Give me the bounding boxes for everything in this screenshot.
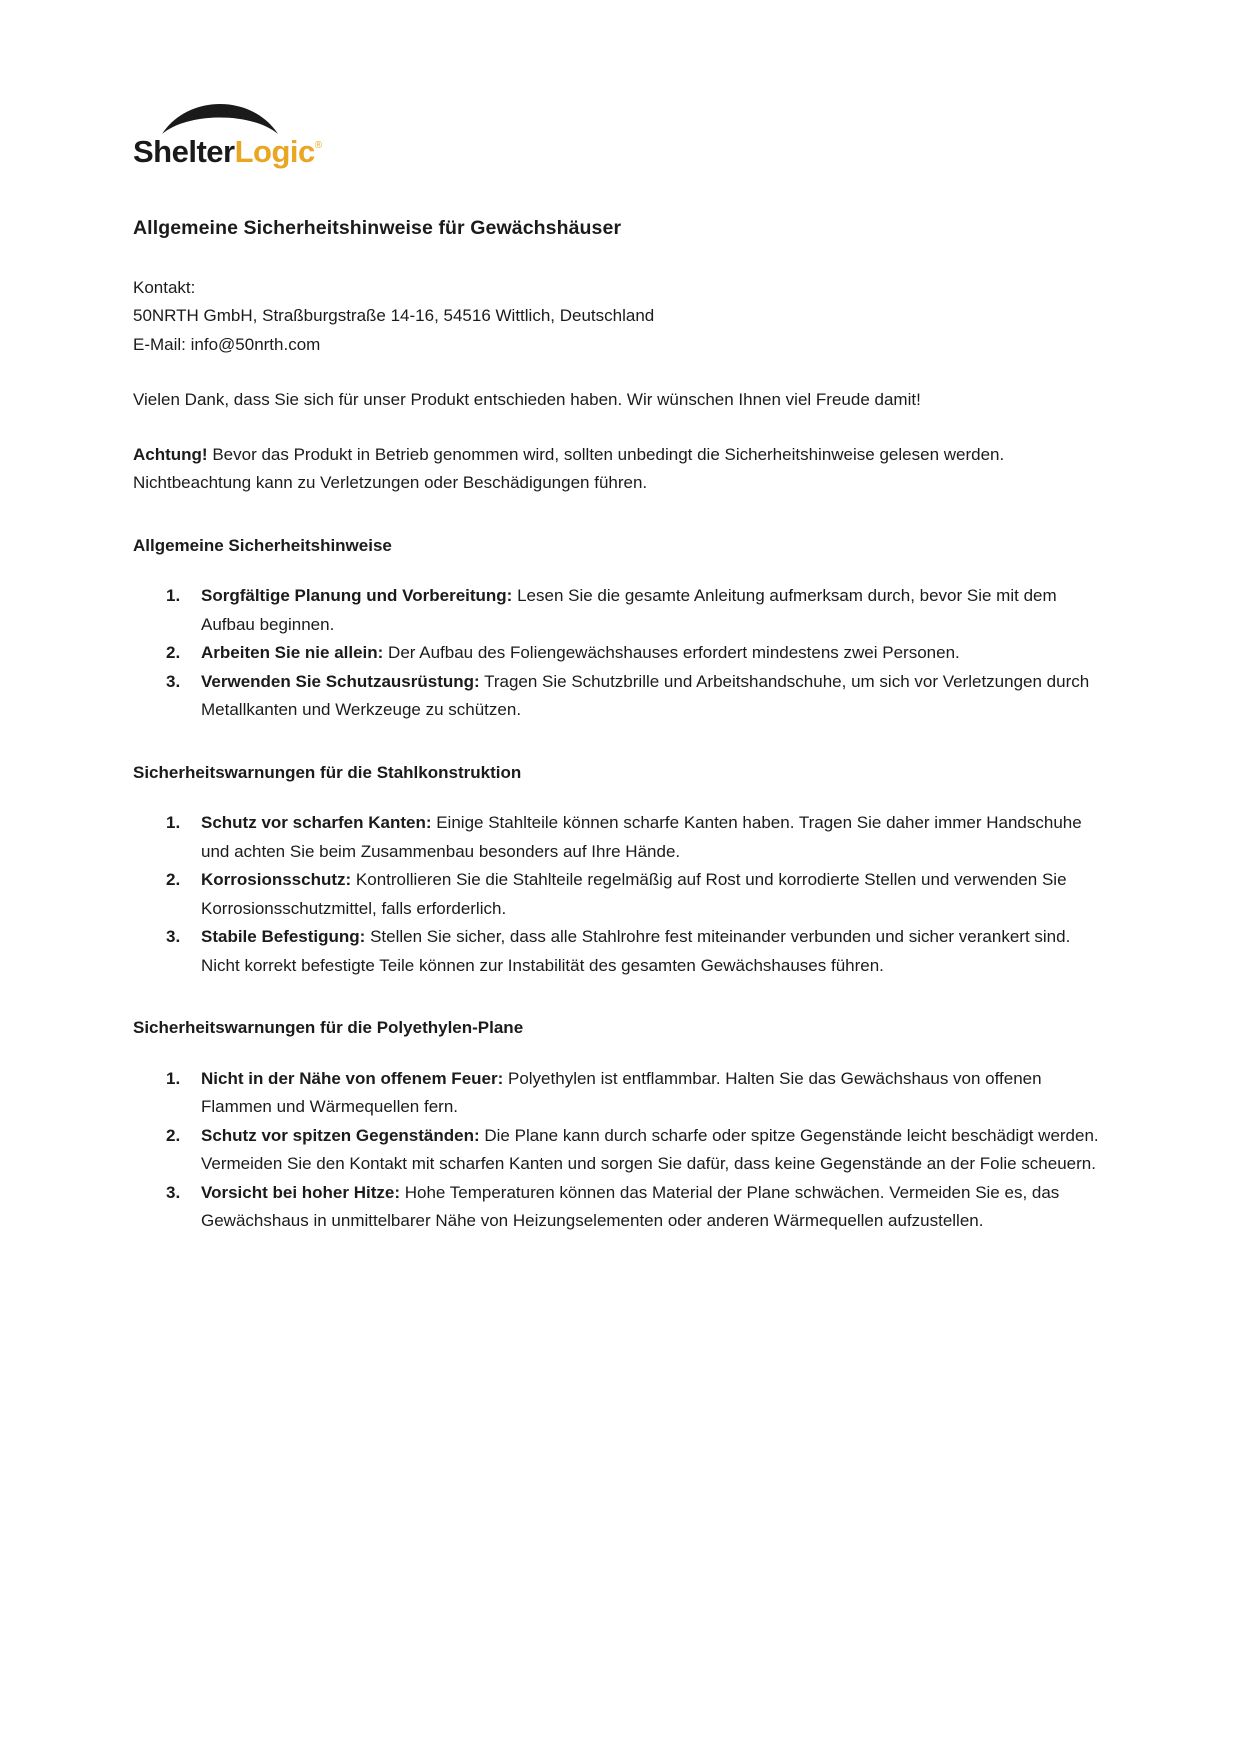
list-item-text: Korrosionsschutz: Kontrollieren Sie die Stahlteile regelmäßig auf Rost und korrodierte Stellen und verwenden Sie Korrosionsschutzmittel, falls erforderlich. [201,870,1067,918]
warning-paragraph [133,441,1107,498]
list-item-text: Sorgfältige Planung und Vorbereitung: Lesen Sie die gesamte Anleitung aufmerksam durch, bevor Sie mit dem Aufbau beginnen. [201,586,1057,634]
list-item [133,1065,1107,1122]
contact-address: 50NRTH GmbH, Straßburgstraße 14-16, 54516 Wittlich, Deutschland [133,306,655,326]
contact-label: Kontakt: [133,277,196,297]
list-item [133,639,1107,668]
list-item-number: 1. [166,813,181,833]
registered-trademark-icon: ® [314,140,322,151]
list-item [133,1179,1107,1236]
list-item-text: Stabile Befestigung: Stellen Sie sicher, dass alle Stahlrohre fest miteinander verbunden und sicher verankert sind. Nicht korrekt befestigte Teile können zur Instabilität des gesamten Gewächshauses führen. [201,927,1071,975]
list-item [133,923,1107,980]
list-item [133,582,1107,639]
section-heading-polyethylene: Sicherheitswarnungen für die Polyethylen-Plane [133,1018,524,1038]
intro-paragraph: Vielen Dank, dass Sie sich für unser Produkt entschieden haben. Wir wünschen Ihnen viel Freude damit! [133,390,921,410]
logo-swoosh-icon [159,88,281,136]
logo-wordmark [133,134,322,169]
logo-text-logic: Logic [234,134,315,169]
list-item [133,668,1107,725]
list-item-number: 1. [166,586,181,606]
list-polyethylene-warnings [133,1065,1107,1236]
shelterlogic-logo [133,88,322,169]
list-item-number: 1. [166,1068,181,1088]
list-item-text: Verwenden Sie Schutzausrüstung: Tragen Sie Schutzbrille und Arbeitshandschuhe, um sich vor Verletzungen durch Metallkanten und Werkzeuge zu schützen. [201,671,1090,720]
list-item-number: 2. [166,1125,181,1145]
list-item-number: 3. [166,927,181,947]
list-item [133,809,1107,866]
section-heading-steel: Sicherheitswarnungen für die Stahlkonstruktion [133,762,522,782]
contact-block [133,274,1107,360]
list-item [133,1122,1107,1179]
list-item-text: Nicht in der Nähe von offenem Feuer: Polyethylen ist entflammbar. Halten Sie das Gewächshaus von offenen Flammen und Wärmequellen fern. [201,1068,1042,1117]
list-item-text: Schutz vor spitzen Gegenständen: Die Plane kann durch scharfe oder spitze Gegenstände leicht beschädigt werden. Vermeiden Sie den Kontakt mit scharfen Kanten und sorgen Sie dafür, dass keine Gegenstände an der Folie scheuern. [201,1125,1099,1174]
list-item-number: 2. [166,870,181,890]
list-item [133,866,1107,923]
list-item-number: 3. [166,1182,181,1202]
list-steel-warnings [133,809,1107,980]
section-heading-general: Allgemeine Sicherheitshinweise [133,535,392,555]
list-item-number: 2. [166,643,181,663]
logo-text-shelter: Shelter [133,134,235,169]
warning-lead: Achtung! [133,444,208,464]
warning-text: Bevor das Produkt in Betrieb genommen wird, sollten unbedingt die Sicherheitshinweise gelesen werden. Nichtbeachtung kann zu Verletzungen oder Beschädigungen führen. [133,444,1005,493]
list-item-number: 3. [166,671,181,691]
list-general-safety [133,582,1107,725]
page-title: Allgemeine Sicherheitshinweise für Gewächshäuser [133,216,622,239]
list-item-text: Vorsicht bei hoher Hitze: Hohe Temperaturen können das Material der Plane schwächen. Vermeiden Sie es, das Gewächshaus in unmittelbarer Nähe von Heizungselementen oder anderen Wärmequellen aufzustellen. [201,1182,1060,1231]
list-item-text: Arbeiten Sie nie allein: Der Aufbau des Foliengewächshauses erfordert mindestens zwei Personen. [201,643,960,663]
list-item-text: Schutz vor scharfen Kanten: Einige Stahlteile können scharfe Kanten haben. Tragen Sie daher immer Handschuhe und achten Sie beim Zusammenbau besonders auf Ihre Hände. [201,813,1082,861]
contact-email: E-Mail: info@50nrth.com [133,334,321,354]
